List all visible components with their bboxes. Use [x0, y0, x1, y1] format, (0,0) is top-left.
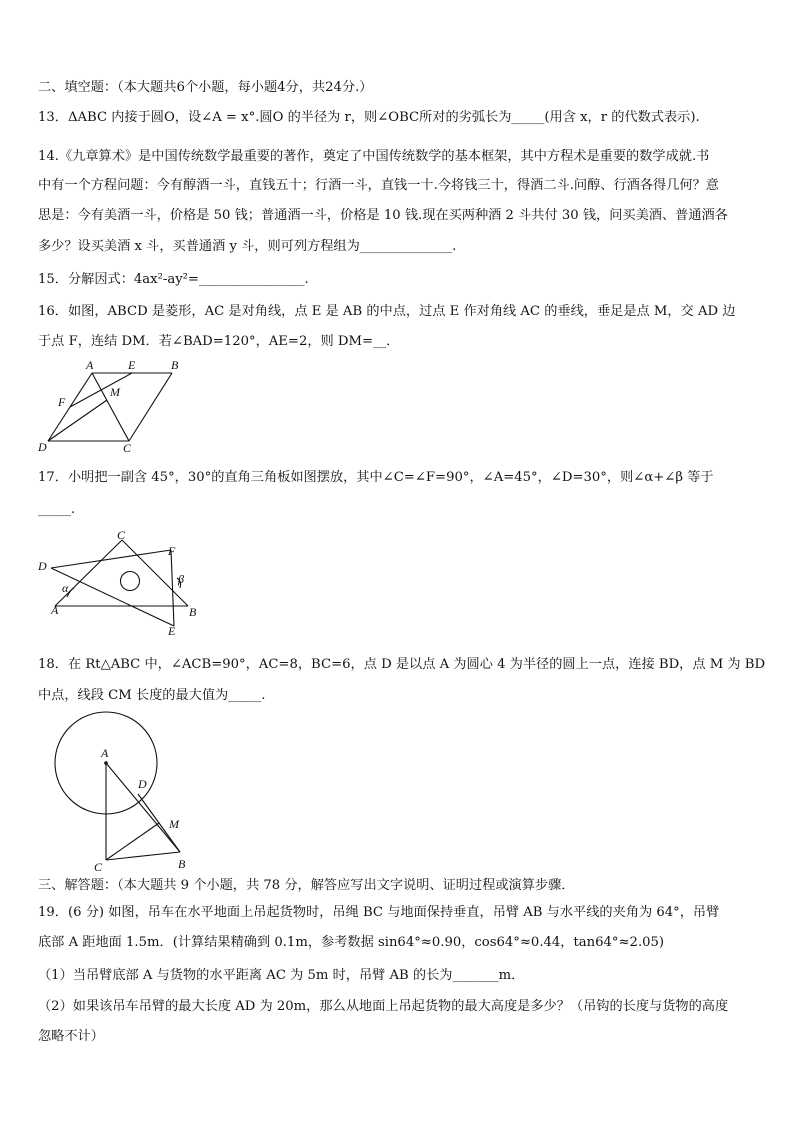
fig18-label-D: D — [138, 777, 147, 791]
question-13: 13．ΔABC 内接于圆O，设∠A = x°.圆O 的半径为 r，则∠OBC所对的劣弧长为_____(用含 x，r 的代数式表示). — [38, 110, 700, 125]
question-19-line1: 19．(6 分) 如图，吊车在水平地面上吊起货物时，吊绳 BC 与地面保持垂直，吊臂 AB 与水平线的夹角为 64°，吊臂 — [38, 905, 720, 920]
fig18-label-A: A — [101, 746, 109, 760]
figure-17-set-squares — [34, 528, 204, 644]
question-19-part2-line2: 忽略不计） — [38, 1029, 104, 1044]
fig17-label-beta: β — [178, 572, 184, 586]
figure-18-circle-triangle — [48, 708, 198, 878]
fig17-label-D: D — [38, 559, 47, 573]
fig16-label-D: D — [38, 440, 47, 454]
question-14-line4: 多少？设买美酒 x 斗，买普通酒 y 斗，则可列方程组为______________. — [38, 239, 457, 254]
question-15: 15．分解因式：4ax²-ay²=________________. — [38, 272, 309, 287]
question-14-line2: 中有一个方程问题：今有醇酒一斗，直钱五十；行酒一斗，直钱一十.今将钱三十，得酒二斗.问醇、行酒各得几何？意 — [38, 178, 719, 193]
question-19-part1: （1）当吊臂底部 A 与货物的水平距离 AC 为 5m 时，吊臂 AB 的长为_______m． — [38, 968, 525, 983]
question-14-line1: 14.《九章算术》是中国传统数学最重要的著作，奠定了中国传统数学的基本框架，其中方程术是重要的数学成就.书 — [38, 149, 710, 164]
fig16-label-A: A — [86, 358, 94, 372]
fig16-label-B: B — [171, 358, 179, 372]
question-17-line1: 17．小明把一副含 45°，30°的直角三角板如图摆放，其中∠C=∠F=90°，∠A=45°，∠D=30°，则∠α+∠β 等于 — [38, 470, 714, 485]
question-16-line2: 于点 F，连结 DM．若∠BAD=120°，AE=2，则 DM=__． — [38, 334, 400, 349]
fig18-label-M: M — [169, 817, 179, 831]
fig18-label-B: B — [178, 857, 186, 871]
question-14-line3: 思是：今有美酒一斗，价格是 50 钱；普通酒一斗，价格是 10 钱.现在买两种酒 2 斗共付 30 钱，问买美酒、普通酒各 — [38, 208, 728, 223]
figure-16-rhombus — [34, 356, 184, 460]
fig16-label-M: M — [110, 385, 120, 399]
question-17-line2: _____. — [38, 502, 76, 517]
question-18-line1: 18．在 Rt△ABC 中，∠ACB=90°，AC=8，BC=6，点 D 是以点 A 为圆心 4 为半径的圆上一点，连接 BD，点 M 为 BD — [38, 657, 766, 672]
fig17-label-E: E — [168, 624, 176, 638]
fig17-label-alpha: α — [62, 581, 69, 595]
question-18-line2: 中点，线段 CM 长度的最大值为_____. — [38, 688, 266, 703]
fig17-label-C: C — [117, 528, 126, 542]
fig16-label-F: F — [58, 395, 66, 409]
section3-heading: 三、解答题：（本大题共 9 个小题，共 78 分，解答应写出文字说明、证明过程或演算步骤． — [38, 878, 575, 893]
fig16-label-E: E — [128, 358, 136, 372]
question-19-line2: 底部 A 距地面 1.5m．(计算结果精确到 0.1m，参考数据 sin64°≈0.90，cos64°≈0.44，tan64°≈2.05) — [38, 935, 665, 950]
question-16-line1: 16．如图，ABCD 是菱形，AC 是对角线，点 E 是 AB 的中点，过点 E 作对角线 AC 的垂线，垂足是点 M，交 AD 边 — [38, 304, 736, 319]
fig16-label-C: C — [123, 441, 132, 455]
question-19-part2-line1: （2）如果该吊车吊臂的最大长度 AD 为 20m，那么从地面上吊起货物的最大高度是多少？（吊钩的长度与货物的高度 — [38, 999, 729, 1014]
fig17-label-A: A — [51, 603, 59, 617]
fig17-label-F: F — [168, 544, 176, 558]
fig18-label-C: C — [94, 860, 103, 874]
fig17-label-B: B — [189, 605, 197, 619]
section2-heading: 二、填空题：（本大题共6个小题，每小题4分，共24分.） — [38, 80, 373, 95]
